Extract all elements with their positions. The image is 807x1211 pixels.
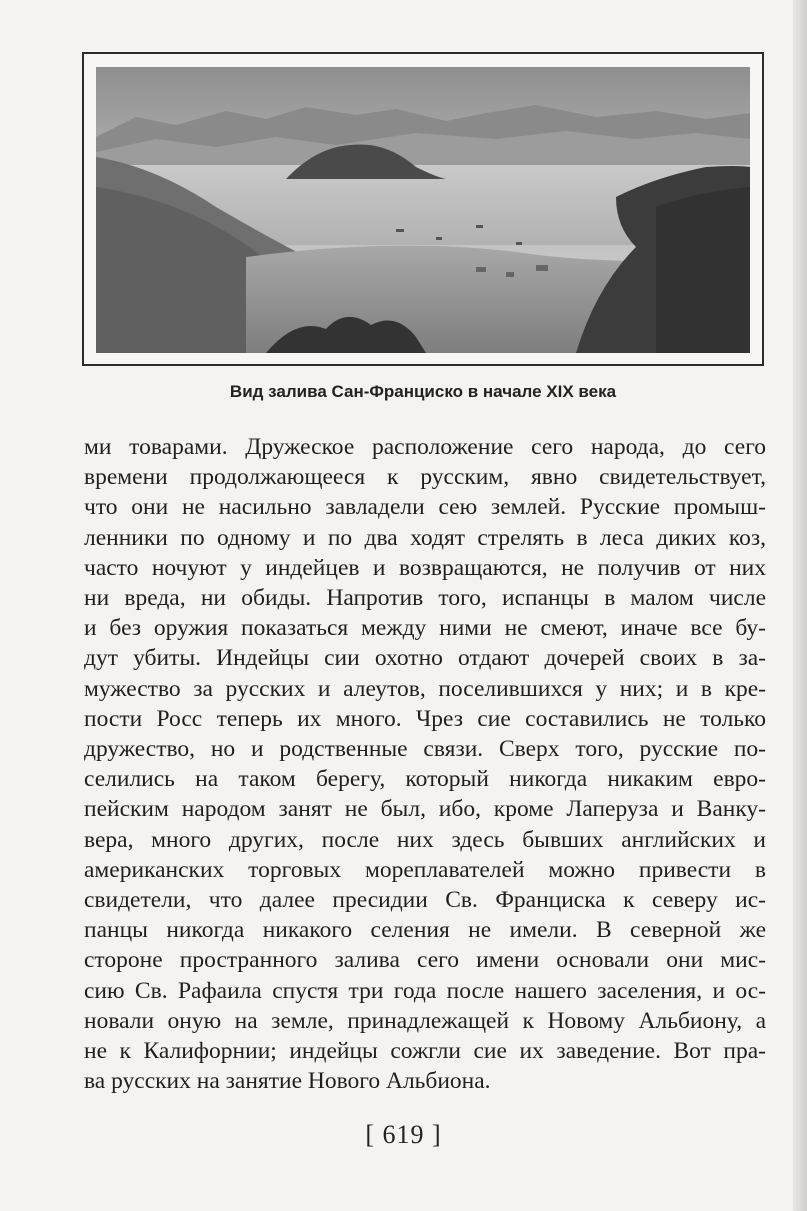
text-line: мужество за русских и алеутов, поселившихся у них; и в кре- [84, 675, 766, 702]
text-line: часто ночуют у индейцев и возвращаются, не получив от них [84, 554, 766, 581]
text-line: ми товарами. Дружеское расположение сего народа, до сего [84, 434, 766, 460]
text-line: новали оную на земле, принадлежащей к Новому Альбиону, а [84, 1007, 766, 1034]
bay-landscape-illustration [96, 67, 750, 353]
text-line: дружество, но и родственные связи. Сверх того, русские по- [84, 736, 766, 763]
figure-frame [82, 52, 764, 366]
body-text [84, 432, 766, 1096]
text-line: американских торговых мореплавателей можно привести в [84, 856, 766, 883]
text-line: ва русских на занятие Нового Альбиона. [84, 1068, 491, 1095]
text-line: вера, много других, после них здесь бывших английских и [84, 826, 766, 853]
text-line: что они не насильно завладели сею землей. Русские промыш- [84, 494, 766, 521]
page-number: [ 619 ] [365, 1120, 442, 1149]
text-line: пости Росс теперь их много. Чрез сие составились не только [84, 705, 766, 732]
right-forest-shade [656, 187, 750, 353]
text-line: пейским народом занят не был, ибо, кроме Лаперуза и Ванку- [84, 796, 766, 823]
text-line: ни вреда, ни обиды. Напротив того, испанцы в малом числе [84, 585, 766, 612]
text-line: не к Калифорнии; индейцы сожгли сие их заведение. Вот пра- [84, 1038, 766, 1065]
page-edge [793, 0, 807, 1211]
figure-caption: Вид залива Сан-Франциско в начале XIX века [229, 382, 617, 401]
text-line: сию Св. Рафаила спустя три года после нашего заселения, и ос- [84, 977, 766, 1004]
text-line: селились на таком берегу, который никогда никаким евро- [84, 766, 766, 793]
text-line: свидетели, что далее пресидии Св. Франциска к северу ис- [84, 887, 766, 914]
text-line: и без оружия показаться между ними не смеют, иначе все бу- [84, 615, 766, 642]
text-line: времени продолжающееся к русским, явно свидетельствует, [84, 464, 766, 491]
text-line: ленники по одному и по два ходят стрелять в леса диких коз, [84, 524, 766, 551]
text-line: стороне пространного залива сего имени основали они мис- [84, 947, 766, 974]
text-line: дут убиты. Индейцы сии охотно отдают дочерей своих в за- [84, 645, 766, 672]
text-line: панцы никогда никакого селения не имели. В северной же [84, 917, 766, 944]
